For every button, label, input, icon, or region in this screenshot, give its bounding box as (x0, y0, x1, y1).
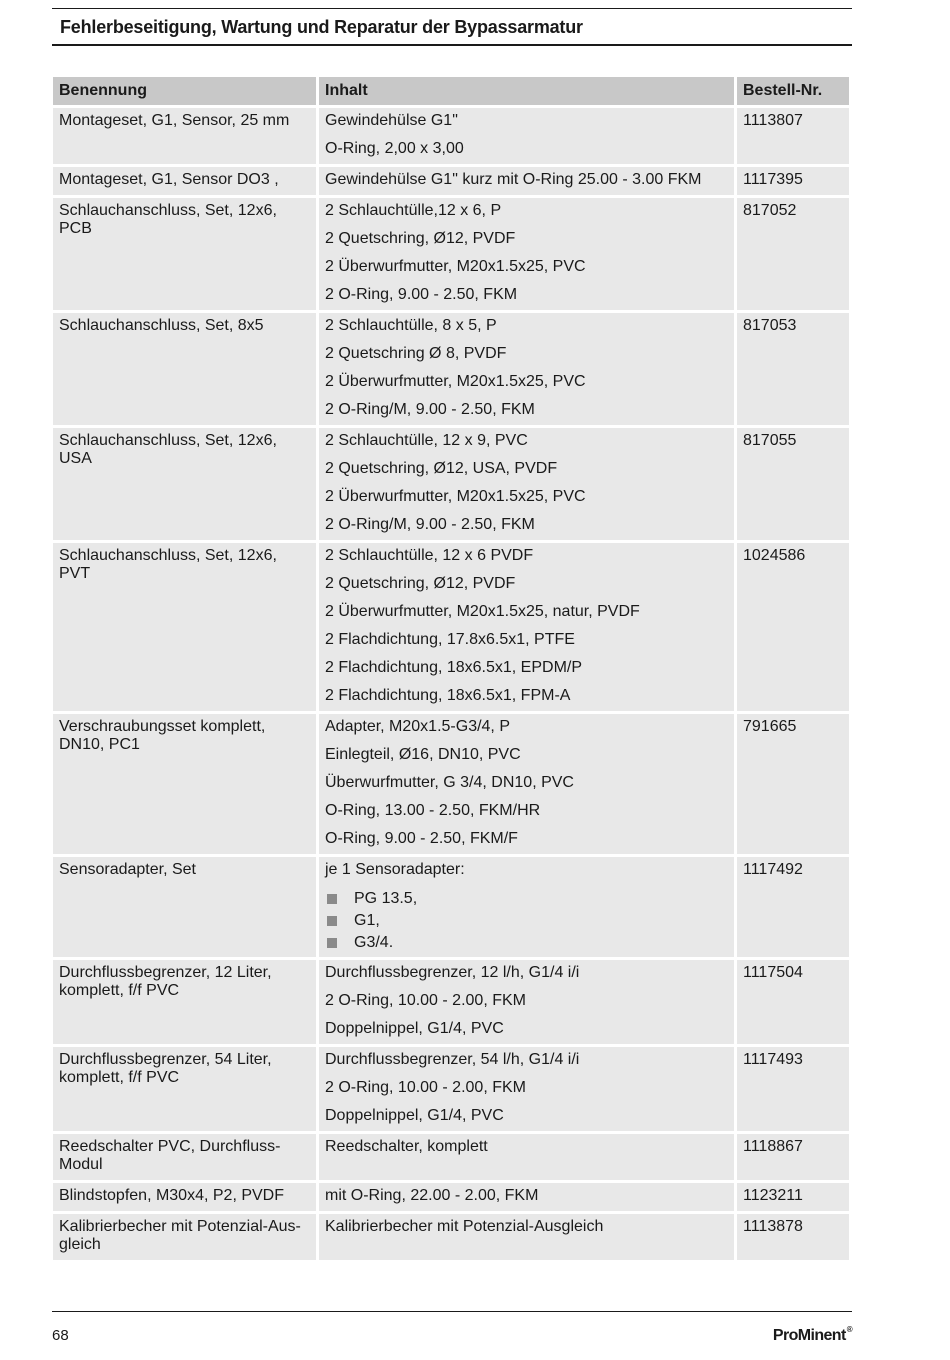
content-line: 2 Quetschring, Ø12, USA, PVDF (325, 460, 558, 477)
cell-bestell-nr: 817053 (737, 313, 849, 425)
content-line: Doppelnippel, G1/4, PVC (325, 1107, 504, 1124)
content-line: 2 Quetschring, Ø12, PVDF (325, 575, 516, 592)
cell-inhalt (319, 960, 734, 1044)
table-header-row (53, 77, 849, 105)
cell-bestell-nr: 1117492 (737, 857, 849, 957)
content-line: Durchflussbegrenzer, 54 l/h, G1/4 i/i (325, 1051, 580, 1068)
cell-bestell-nr: 1113878 (737, 1214, 849, 1260)
column-header-inhalt: Inhalt (319, 77, 734, 105)
content-line: 2 Überwurfmutter, M20x1.5x25, PVC (325, 373, 586, 390)
table-row (53, 1214, 849, 1260)
content-line: 2 Überwurfmutter, M20x1.5x25, PVC (325, 488, 586, 505)
content-line: Durchflussbegrenzer, 12 l/h, G1/4 i/i (325, 964, 580, 981)
cell-bestell-nr: 1113807 (737, 108, 849, 164)
content-line: 2 Überwurfmutter, M20x1.5x25, natur, PVDF (325, 603, 640, 620)
cell-benennung: Durchflussbegrenzer, 54 Liter, komplett, f/f PVC (53, 1047, 316, 1131)
content-line: 2 Überwurfmutter, M20x1.5x25, PVC (325, 258, 586, 275)
content-line: Reedschalter, komplett (325, 1138, 488, 1155)
cell-inhalt (319, 1183, 734, 1211)
content-line: Adapter, M20x1.5-G3/4, P (325, 718, 510, 735)
content-line: Gewindehülse G1" kurz mit O-Ring 25.00 - 3.00 FKM (325, 171, 702, 188)
cell-bestell-nr: 1117395 (737, 167, 849, 195)
bullet-item (325, 911, 728, 933)
cell-inhalt (319, 1047, 734, 1131)
bullet-text: G3/4. (354, 934, 394, 951)
table-row (53, 1183, 849, 1211)
cell-benennung: Montageset, G1, Sensor DO3 , (53, 167, 316, 195)
registered-mark: ® (846, 1325, 852, 1334)
content-line: 2 Schlauchtülle, 8 x 5, P (325, 317, 497, 334)
cell-benennung: Verschraubungsset komplett, DN10, PC1 (53, 714, 316, 854)
cell-benennung: Schlauchanschluss, Set, 12x6, PCB (53, 198, 316, 310)
square-bullet-icon (327, 916, 337, 926)
table-row (53, 960, 849, 1044)
bullet-item (325, 933, 728, 951)
cell-inhalt (319, 313, 734, 425)
cell-bestell-nr: 1123211 (737, 1183, 849, 1211)
page-number: 68 (52, 1327, 69, 1344)
page-header (52, 8, 852, 46)
cell-bestell-nr: 817055 (737, 428, 849, 540)
content-line: 2 O-Ring, 10.00 - 2.00, FKM (325, 992, 526, 1009)
logo-text: ProMinent (772, 1327, 846, 1344)
cell-bestell-nr: 1118867 (737, 1134, 849, 1180)
table-row (53, 167, 849, 195)
table-row (53, 313, 849, 425)
cell-bestell-nr: 1117504 (737, 960, 849, 1044)
cell-inhalt (319, 1214, 734, 1260)
content-line: 2 Flachdichtung, 18x6.5x1, FPM-A (325, 687, 571, 704)
content-line: Gewindehülse G1" (325, 112, 458, 129)
cell-inhalt (319, 108, 734, 164)
table-row (53, 1047, 849, 1131)
cell-benennung: Schlauchanschluss, Set, 8x5 (53, 313, 316, 425)
cell-inhalt (319, 1134, 734, 1180)
content-line: 2 O-Ring/M, 9.00 - 2.50, FKM (325, 516, 535, 533)
content-line: 2 Flachdichtung, 18x6.5x1, EPDM/P (325, 659, 583, 676)
cell-bestell-nr: 1024586 (737, 543, 849, 711)
table-row (53, 428, 849, 540)
square-bullet-icon (327, 894, 337, 904)
cell-inhalt (319, 428, 734, 540)
cell-bestell-nr: 817052 (737, 198, 849, 310)
content-line: mit O-Ring, 22.00 - 2.00, FKM (325, 1187, 539, 1204)
table-row (53, 1134, 849, 1180)
content-line: 2 Quetschring, Ø12, PVDF (325, 230, 516, 247)
content-line: O-Ring, 2,00 x 3,00 (325, 140, 464, 157)
bullet-list (325, 889, 728, 951)
content-line: 2 O-Ring/M, 9.00 - 2.50, FKM (325, 401, 535, 418)
page-title: Fehlerbeseitigung, Wartung und Reparatur der Bypassarmatur (60, 17, 583, 37)
bullet-item (325, 889, 728, 911)
cell-inhalt (319, 543, 734, 711)
content-line: 2 Schlauchtülle, 12 x 9, PVC (325, 432, 528, 449)
column-header-benennung: Benennung (53, 77, 316, 105)
cell-benennung: Durchflussbegrenzer, 12 Liter, komplett, f/f PVC (53, 960, 316, 1044)
cell-benennung: Reedschalter PVC, Durchfluss-Modul (53, 1134, 316, 1180)
cell-inhalt (319, 198, 734, 310)
cell-benennung: Schlauchanschluss, Set, 12x6, USA (53, 428, 316, 540)
content-line: Kalibrierbecher mit Potenzial-Ausgleich (325, 1218, 604, 1235)
square-bullet-icon (327, 938, 337, 948)
column-header-bestell-nr: Bestell-Nr. (737, 77, 849, 105)
cell-bestell-nr: 1117493 (737, 1047, 849, 1131)
content-line: O-Ring, 13.00 - 2.50, FKM/HR (325, 802, 541, 819)
content-line: Doppelnippel, G1/4, PVC (325, 1020, 504, 1037)
parts-table (50, 74, 852, 1263)
table-row (53, 857, 849, 957)
cell-inhalt (319, 714, 734, 854)
content-line: O-Ring, 9.00 - 2.50, FKM/F (325, 830, 518, 847)
content-line: Überwurfmutter, G 3/4, DN10, PVC (325, 774, 574, 791)
cell-benennung: Schlauchanschluss, Set, 12x6, PVT (53, 543, 316, 711)
content-line: je 1 Sensoradapter: (325, 861, 465, 878)
bullet-text: PG 13.5, (354, 890, 418, 907)
content-line: 2 O-Ring, 9.00 - 2.50, FKM (325, 286, 518, 303)
content-line: 2 Quetschring Ø 8, PVDF (325, 345, 507, 362)
cell-inhalt (319, 857, 734, 957)
content-line: Einlegteil, Ø16, DN10, PVC (325, 746, 521, 763)
cell-bestell-nr: 791665 (737, 714, 849, 854)
prominent-logo (773, 1327, 852, 1345)
table-row (53, 198, 849, 310)
cell-benennung: Sensoradapter, Set (53, 857, 316, 957)
table-row (53, 543, 849, 711)
footer-divider (52, 1311, 852, 1312)
table-row (53, 714, 849, 854)
cell-inhalt (319, 167, 734, 195)
content-line: 2 Flachdichtung, 17.8x6.5x1, PTFE (325, 631, 575, 648)
table-row (53, 108, 849, 164)
cell-benennung: Montageset, G1, Sensor, 25 mm (53, 108, 316, 164)
content-line: 2 Schlauchtülle,12 x 6, P (325, 202, 502, 219)
cell-benennung: Kalibrierbecher mit Potenzial-Ausgleich (53, 1214, 316, 1260)
bullet-text: G1, (354, 912, 380, 929)
content-line: 2 Schlauchtülle, 12 x 6 PVDF (325, 547, 534, 564)
content-line: 2 O-Ring, 10.00 - 2.00, FKM (325, 1079, 526, 1096)
cell-benennung: Blindstopfen, M30x4, P2, PVDF (53, 1183, 316, 1211)
